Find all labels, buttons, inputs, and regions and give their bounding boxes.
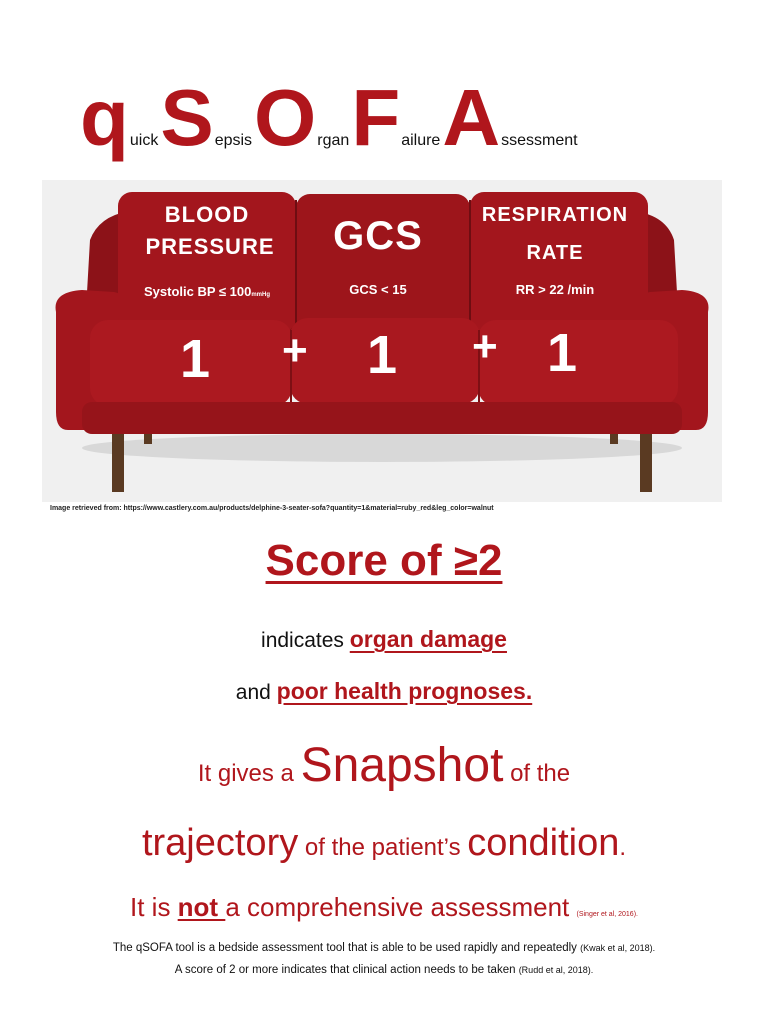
- prognoses-line: and poor health prognoses.: [235, 678, 533, 704]
- citation-kwak: (Kwak et al, 2018).: [580, 943, 656, 953]
- plus-sign-2: +: [472, 322, 498, 371]
- rr-criterion: RR > 22 /min: [515, 282, 595, 297]
- sofa-leg-right: [640, 430, 652, 492]
- footer-line-2: A score of 2 or more indicates that clinical action needs to be taken (Rudd et al, 2018).: [174, 964, 594, 976]
- score-one-bp: 1: [180, 329, 211, 389]
- not-word: not: [177, 892, 226, 922]
- bp-criterion: Systolic BP ≤ 100mmHg: [143, 284, 270, 299]
- sofa-illustration: [42, 180, 722, 502]
- title-letter-q: q: [80, 73, 129, 162]
- image-credit: Image retrieved from: https://www.castlery.com.au/products/delphine-3-seater-sofa?quantity=1&material=ruby_red&leg_color=walnut: [50, 505, 494, 512]
- condition-word: condition: [467, 822, 620, 864]
- trajectory-line: trajectory of the patient’s condition.: [141, 822, 627, 864]
- title-letter-s: S: [160, 73, 214, 162]
- title-letter-a: A: [442, 73, 501, 162]
- gcs-criterion: GCS < 15: [349, 282, 407, 297]
- title-letter-o: O: [254, 73, 317, 162]
- organ-damage-text: organ damage: [349, 626, 507, 652]
- rr-label-line1: RESPIRATION: [481, 204, 629, 226]
- footer-line-1: The qSOFA tool is a bedside assessment tool that is able to be used rapidly and repeatedly (Kwak et al, 2018).: [112, 942, 656, 954]
- page-title: [80, 73, 720, 168]
- snapshot-line: It gives a Snapshot of the: [197, 739, 571, 792]
- rr-label-line2: RATE: [526, 242, 584, 264]
- score-one-gcs: 1: [367, 325, 398, 385]
- citation-singer: (Singer et al, 2016).: [576, 911, 638, 918]
- not-comprehensive-line: It is not a comprehensive assessment (Singer et al, 2016).: [130, 892, 638, 922]
- bp-unit: mmHg: [251, 292, 270, 298]
- snapshot-word: Snapshot: [300, 739, 504, 792]
- organ-damage-line: indicates organ damage: [261, 626, 507, 652]
- sofa-base: [82, 402, 682, 434]
- bp-label-line1: BLOOD: [164, 202, 250, 227]
- plus-sign-1: +: [282, 326, 308, 375]
- seat-cushion-right: [478, 320, 678, 406]
- title-word-epsis: epsis: [214, 132, 253, 149]
- title-word-ailure: ailure: [401, 132, 441, 149]
- title-letter-f: F: [351, 73, 401, 162]
- title-word-uick: uick: [129, 132, 159, 149]
- sofa-leg-left: [112, 430, 124, 492]
- bp-label-line2: PRESSURE: [145, 234, 275, 259]
- trajectory-word: trajectory: [141, 822, 299, 864]
- gcs-label: GCS: [333, 214, 423, 258]
- title-word-rgan: rgan: [317, 132, 350, 149]
- score-one-rr: 1: [547, 323, 578, 383]
- poor-prognoses-text: poor health prognoses.: [276, 678, 533, 704]
- score-heading: Score of ≥2: [265, 536, 503, 585]
- citation-rudd: (Rudd et al, 2018).: [518, 965, 594, 975]
- title-word-ssessment: ssessment: [501, 132, 578, 149]
